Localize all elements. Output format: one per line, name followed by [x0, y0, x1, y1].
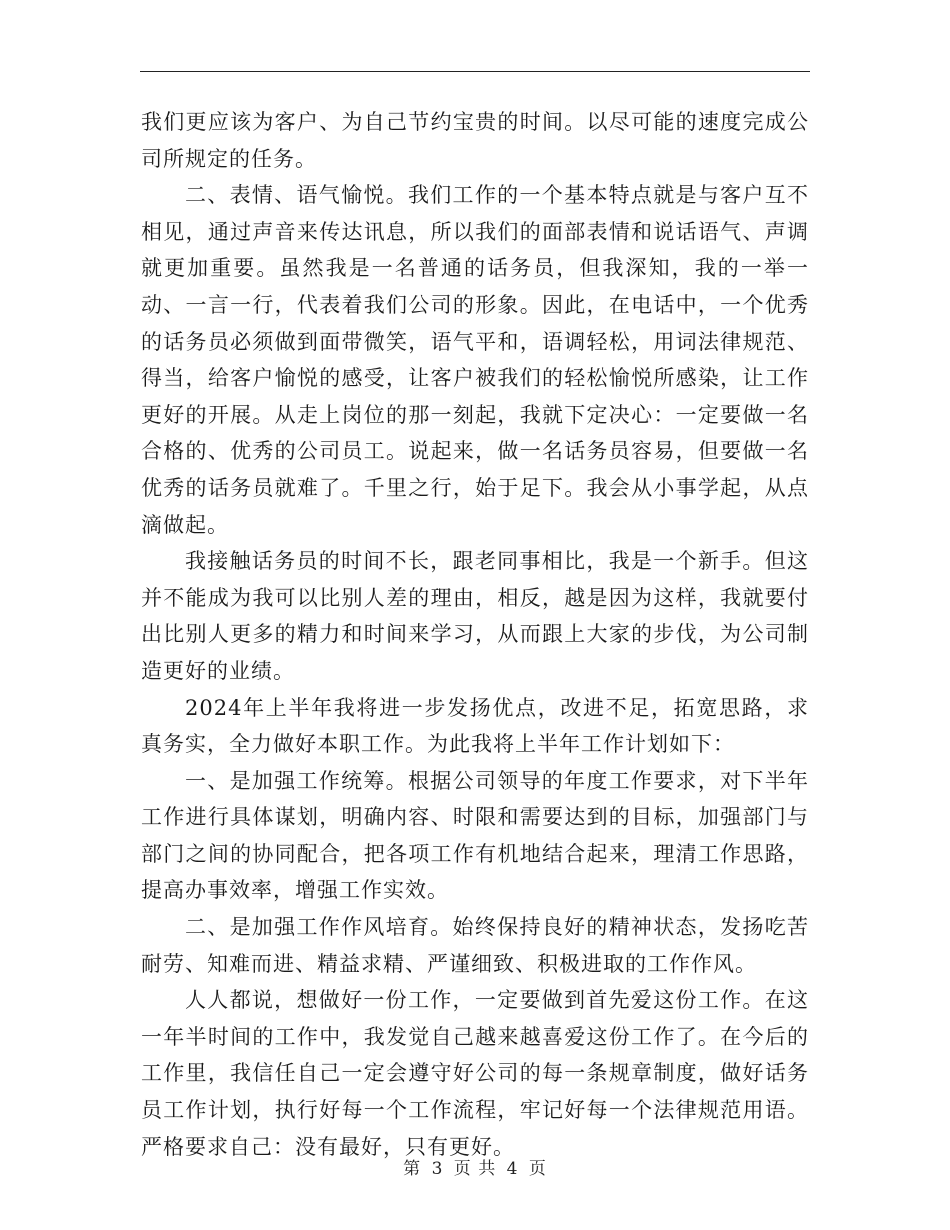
page-number-footer — [0, 1154, 950, 1179]
current-page-number: 3 — [431, 1159, 444, 1179]
paragraph-3: 我接触话务员的时间不长，跟老同事相比，我是一个新手。但这并不能成为我可以比别人差的理由，相反，越是因为这样，我就要付出比别人更多的精力和时间来学习，从而跟上大家的步伐，为公司制造更好的业绩。 — [141, 549, 809, 683]
footer-middle: 页 共 — [453, 1159, 497, 1179]
paragraph-7: 人人都说，想做好一份工作，一定要做到首先爱这份工作。在这一年半时间的工作中，我发觉自己越来越喜爱这份工作了。在今后的工作里，我信任自己一定会遵守好公司的每一条规章制度，做好话务员工作计划，执行好每一个工作流程，牢记好每一个法律规范用语。严格要求自己：没有最好，只有更好。 — [141, 988, 809, 1159]
header-rule — [140, 71, 810, 72]
footer-prefix: 第 — [403, 1159, 422, 1179]
paragraph-6: 二、是加强工作作风培育。始终保持良好的精神状态，发扬吃苦耐劳、知难而进、精益求精、严谨细致、积极进取的工作作风。 — [141, 915, 809, 976]
total-pages-number: 4 — [506, 1159, 519, 1179]
document-body — [141, 104, 809, 1165]
paragraph-2: 二、表情、语气愉悦。我们工作的一个基本特点就是与客户互不相见，通过声音来传达讯息，所以我们的面部表情和说话语气、声调就更加重要。虽然我是一名普通的话务员，但我深知，我的一举一动、一言一行，代表着我们公司的形象。因此，在电话中，一个优秀的话务员必须做到面带微笑，语气平和，语调轻松，用词法律规范、得当，给客户愉悦的感受，让客户被我们的轻松愉悦所感染，让工作更好的开展。从走上岗位的那一刻起，我就下定决心：一定要做一名合格的、优秀的公司员工。说起来，做一名话务员容易，但要做一名优秀的话务员就难了。千里之行，始于足下。我会从小事学起，从点滴做起。 — [141, 183, 809, 537]
paragraph-5: 一、是加强工作统筹。根据公司领导的年度工作要求，对下半年工作进行具体谋划，明确内容、时限和需要达到的目标，加强部门与部门之间的协同配合，把各项工作有机地结合起来，理清工作思路，提高办事效率，增强工作实效。 — [141, 768, 809, 903]
footer-suffix: 页 — [528, 1159, 547, 1179]
paragraph-4: 2024年上半年我将进一步发扬优点，改进不足，拓宽思路，求真务实，全力做好本职工作。为此我将上半年工作计划如下： — [141, 695, 809, 757]
paragraph-1: 我们更应该为客户、为自己节约宝贵的时间。以尽可能的速度完成公司所规定的任务。 — [141, 110, 809, 171]
